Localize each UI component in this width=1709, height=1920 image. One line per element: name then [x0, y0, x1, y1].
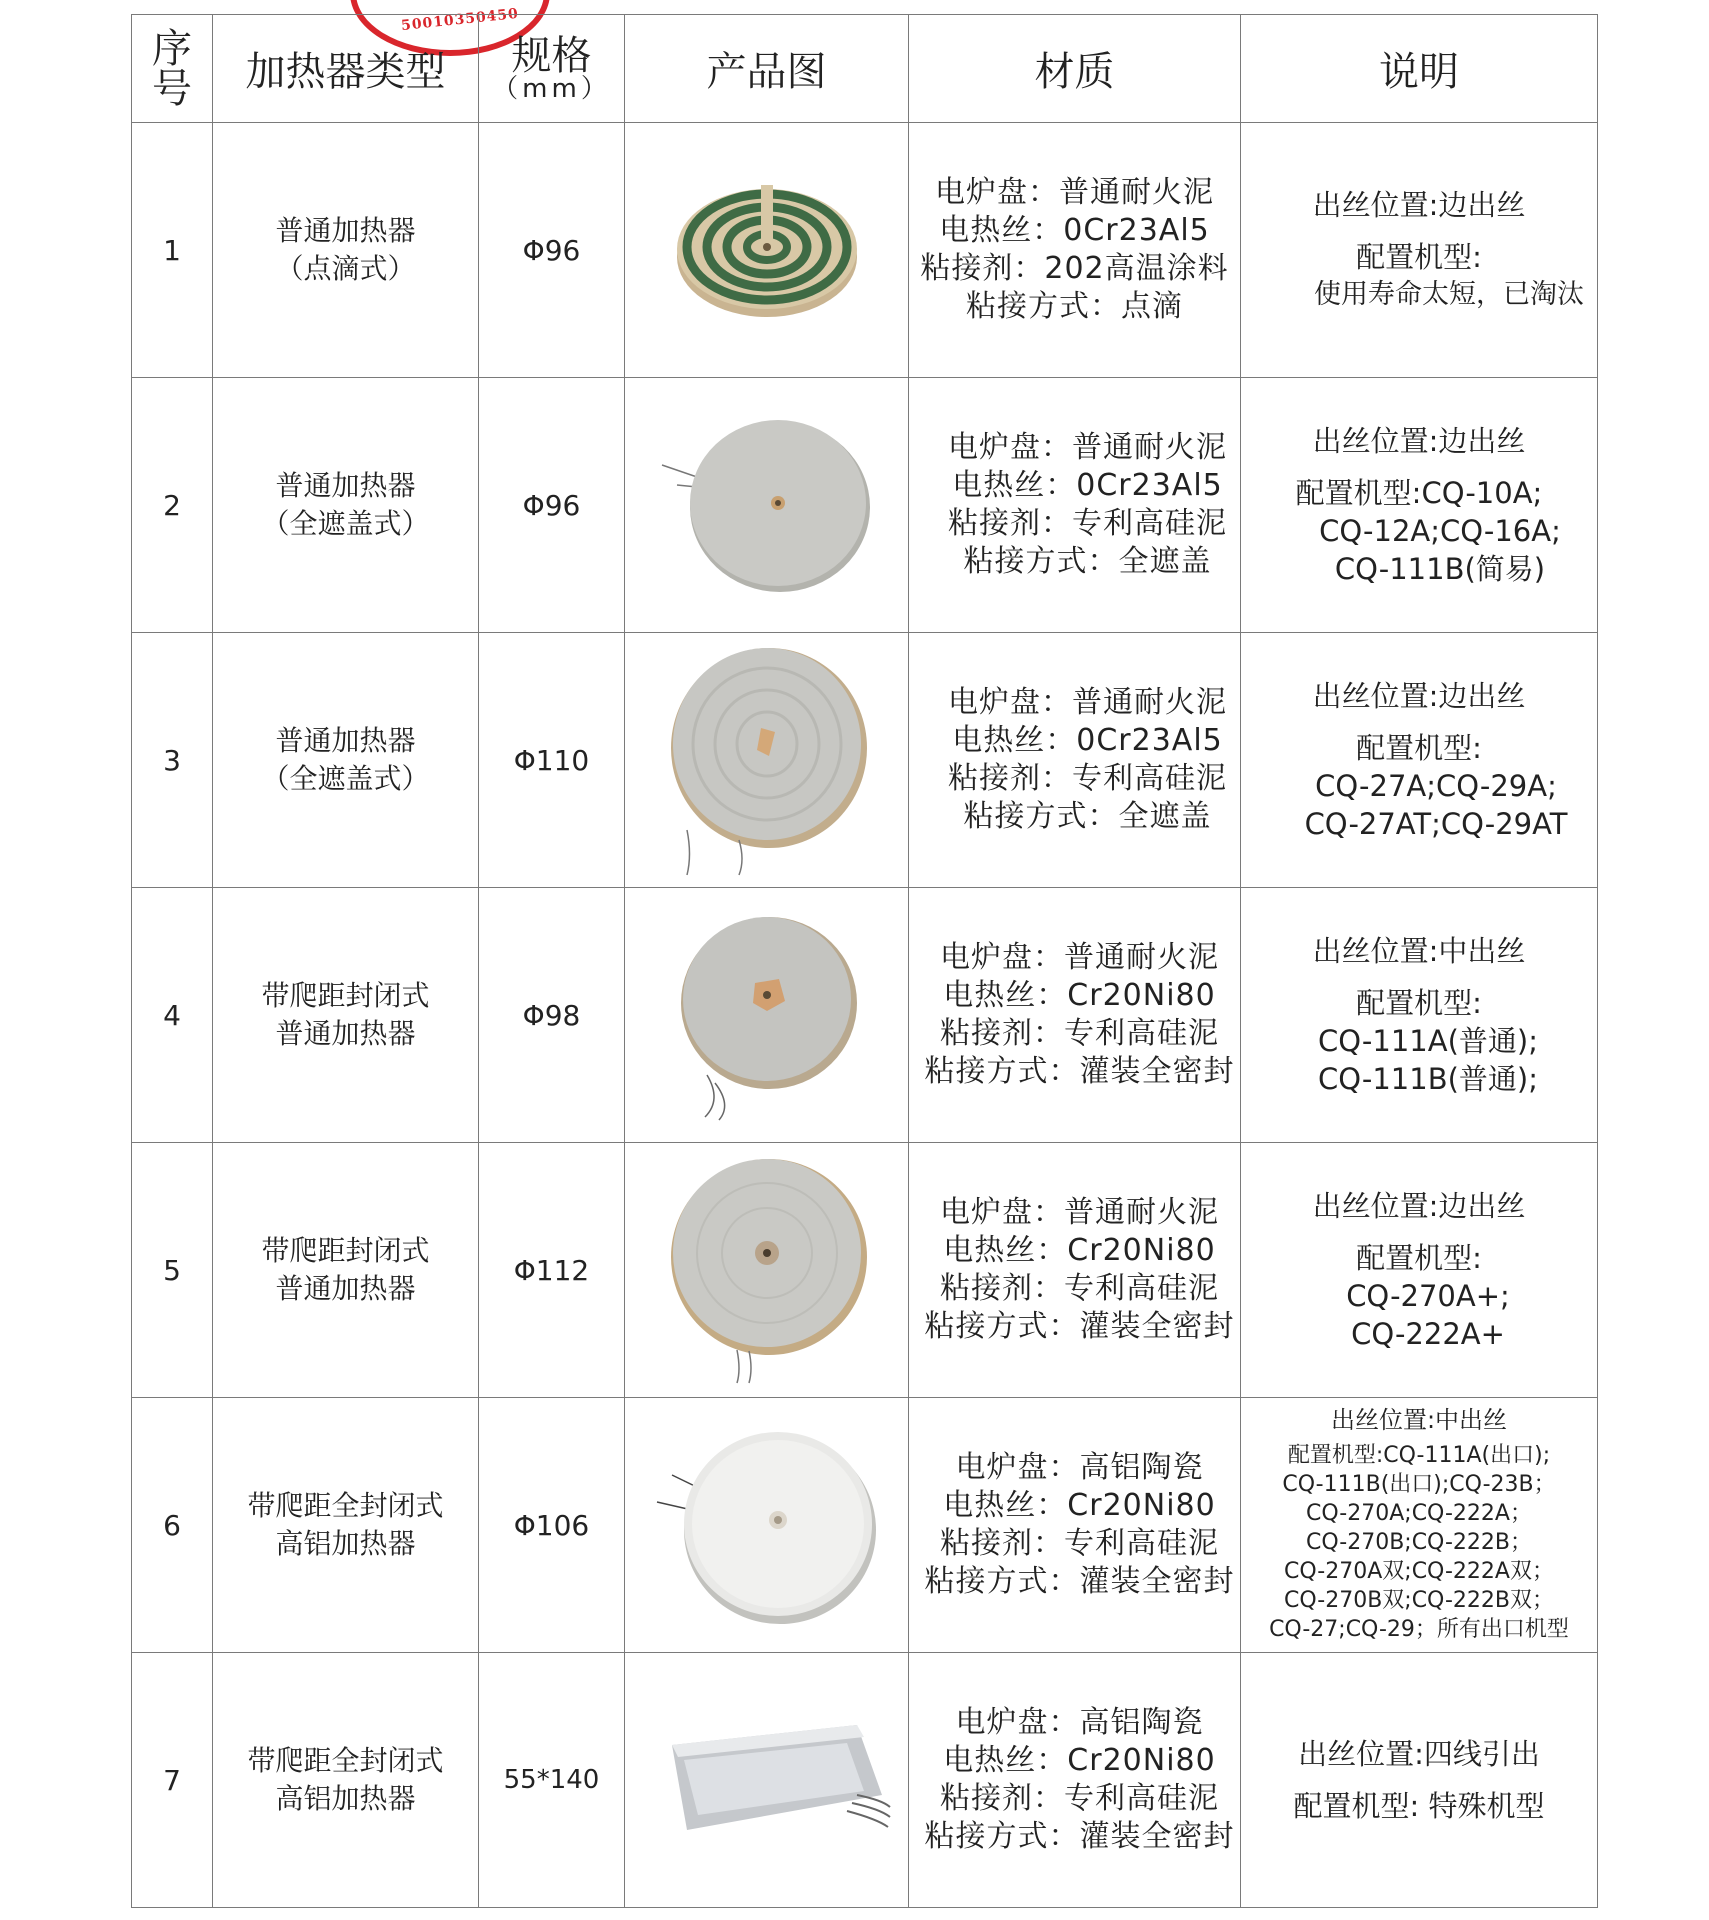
heater-covered-image: [652, 415, 882, 595]
header-heater-type: 加热器类型: [213, 15, 479, 123]
row-description: 出丝位置:中出丝 配置机型: CQ-111A(普通); CQ-111B(普通);: [1241, 888, 1598, 1143]
row-heater-type: 普通加热器 （全遮盖式）: [213, 633, 479, 888]
row-product-image: [625, 378, 909, 633]
row-index: 1: [132, 123, 213, 378]
row-description: 出丝位置:边出丝 配置机型: CQ-270A+; CQ-222A+: [1241, 1143, 1598, 1398]
row-material: 电炉盘：高铝陶瓷 电热丝：Cr20Ni80 粘接剂：专利高硅泥 粘接方式：灌装全密封: [909, 1398, 1241, 1653]
row-product-image: [625, 123, 909, 378]
row-index: 3: [132, 633, 213, 888]
header-row: [132, 15, 1598, 123]
heater-sealed-large-image: [657, 1155, 877, 1385]
row-spec: Φ110: [479, 633, 625, 888]
table-row: [132, 123, 1598, 378]
row-heater-type: 带爬距全封闭式 高铝加热器: [213, 1653, 479, 1908]
row-heater-type: 普通加热器 （全遮盖式）: [213, 378, 479, 633]
row-product-image: [625, 888, 909, 1143]
row-spec: Φ106: [479, 1398, 625, 1653]
header-index: 序 号: [132, 15, 213, 123]
heater-spec-table: [131, 14, 1598, 1908]
row-material: 电炉盘：普通耐火泥 电热丝：0Cr23Al5 粘接剂：202高温涂料 粘接方式：点滴: [909, 123, 1241, 378]
row-description: 出丝位置:边出丝 配置机型: 使用寿命太短，已淘汰: [1241, 123, 1598, 378]
heater-alumina-round-image: [652, 1420, 882, 1630]
row-description: 出丝位置:中出丝 配置机型:CQ-111A(出口); CQ-111B(出口);CQ-23B； CQ-270A;CQ-222A； CQ-270B;CQ-222B； CQ-270A双;CQ-222A双； CQ-270B双;CQ-222B双； CQ-27;CQ-29；所有出口机型: [1241, 1398, 1598, 1653]
heater-sealed-image: [667, 905, 867, 1125]
row-spec: Φ98: [479, 888, 625, 1143]
row-spec: Φ96: [479, 378, 625, 633]
row-spec: 55*140: [479, 1653, 625, 1908]
row-index: 7: [132, 1653, 213, 1908]
table-row: [132, 888, 1598, 1143]
header-material: 材质: [909, 15, 1241, 123]
seal-number: 50010350450: [400, 5, 520, 35]
row-product-image: [625, 633, 909, 888]
row-product-image: [625, 1143, 909, 1398]
table-row: [132, 1143, 1598, 1398]
row-heater-type: 普通加热器 （点滴式）: [213, 123, 479, 378]
row-index: 5: [132, 1143, 213, 1398]
header-spec: 规格 （mm）: [479, 15, 625, 123]
table-row: [132, 378, 1598, 633]
table-row: [132, 1653, 1598, 1908]
header-product-image: 产品图: [625, 15, 909, 123]
row-material: 电炉盘：普通耐火泥 电热丝：Cr20Ni80 粘接剂：专利高硅泥 粘接方式：灌装全密封: [909, 888, 1241, 1143]
row-material: 电炉盘：普通耐火泥 电热丝：0Cr23Al5 粘接剂：专利高硅泥 粘接方式：全遮盖: [909, 633, 1241, 888]
table-row: [132, 633, 1598, 888]
row-description: 出丝位置:四线引出 配置机型: 特殊机型: [1241, 1653, 1598, 1908]
heater-covered-large-image: [657, 640, 877, 880]
row-index: 6: [132, 1398, 213, 1653]
row-heater-type: 带爬距封闭式 普通加热器: [213, 888, 479, 1143]
row-heater-type: 带爬距封闭式 普通加热器: [213, 1143, 479, 1398]
row-description: 出丝位置:边出丝 配置机型:CQ-10A; CQ-12A;CQ-16A; CQ-111B(简易): [1241, 378, 1598, 633]
row-material: 电炉盘：高铝陶瓷 电热丝：Cr20Ni80 粘接剂：专利高硅泥 粘接方式：灌装全密封: [909, 1653, 1241, 1908]
row-product-image: [625, 1398, 909, 1653]
row-product-image: [625, 1653, 909, 1908]
heater-alumina-rect-image: [642, 1715, 892, 1845]
row-index: 4: [132, 888, 213, 1143]
row-spec: Φ112: [479, 1143, 625, 1398]
row-index: 2: [132, 378, 213, 633]
header-description: 说明: [1241, 15, 1598, 123]
row-heater-type: 带爬距全封闭式 高铝加热器: [213, 1398, 479, 1653]
row-spec: Φ96: [479, 123, 625, 378]
heater-dripped-image: [667, 175, 867, 325]
row-material: 电炉盘：普通耐火泥 电热丝：Cr20Ni80 粘接剂：专利高硅泥 粘接方式：灌装全密封: [909, 1143, 1241, 1398]
table-row: [132, 1398, 1598, 1653]
row-material: 电炉盘：普通耐火泥 电热丝：0Cr23Al5 粘接剂：专利高硅泥 粘接方式：全遮盖: [909, 378, 1241, 633]
row-description: 出丝位置:边出丝 配置机型: CQ-27A;CQ-29A; CQ-27AT;CQ-29AT: [1241, 633, 1598, 888]
